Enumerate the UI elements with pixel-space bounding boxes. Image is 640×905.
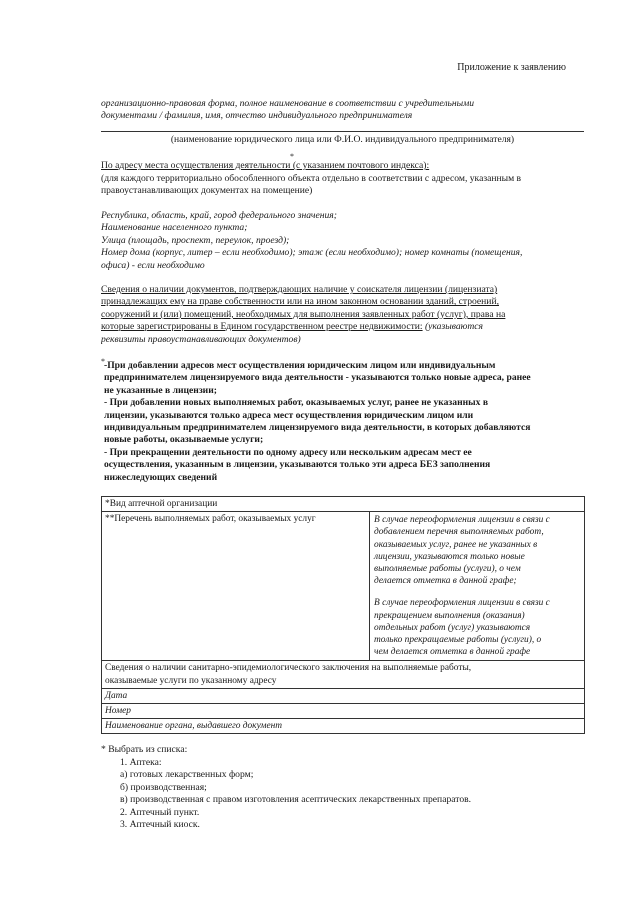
works-list-cell[interactable]: **Перечень выполняемых работ, оказываемых услуг — [102, 512, 370, 661]
address-note-line: правоустанавливающих документах на помещение) — [101, 185, 313, 197]
bold-note-line: индивидуальным предпринимателем лицензируемого вида деятельности, в которых добавляются — [104, 422, 531, 434]
table-row — [102, 512, 585, 661]
license-table — [101, 496, 585, 734]
sanitary-cell — [102, 661, 585, 688]
bold-note-line: нижеследующих сведений — [104, 471, 218, 483]
table-row — [102, 497, 585, 512]
list-item: а) готовых лекарственных форм; — [120, 769, 254, 781]
note-add-line: В случае переоформления лицензии в связи с — [374, 515, 550, 526]
org-instructions — [101, 98, 581, 123]
date-cell[interactable]: Дата — [102, 688, 585, 703]
address-fields — [101, 210, 584, 272]
footnote-list — [120, 757, 590, 831]
address-field: Номер дома (корпус, литер – если необходимо); этаж (если необходимо); номер комнаты (помещения, — [101, 247, 523, 259]
footnote-divider — [101, 733, 185, 734]
note-add-line: лицензии, указываются только новые — [374, 551, 525, 562]
bold-note-line: лицензии, указываются только адреса мест осуществления юридическим лицом или — [104, 409, 474, 421]
org-instructions-line: документами / фамилия, имя, отчество индивидуального предпринимателя — [101, 110, 413, 122]
bold-note-line: - При добавлении новых выполняемых работ, оказываемых услуг, ранее не указанных в — [104, 397, 488, 409]
bold-note-line: осуществления, указанным в лицензии, указываются только эти адреса БЕЗ заполнения — [104, 459, 491, 471]
documents-line: принадлежащих ему на праве собственности или на ином законном основании зданий, строений, — [101, 296, 499, 308]
note-stop-line: В случае переоформления лицензии в связи с — [374, 598, 550, 609]
documents-line-note: (указываются — [422, 321, 484, 333]
documents-line: Сведения о наличии документов, подтверждающих наличие у соискателя лицензии (лицензиата) — [101, 284, 498, 295]
list-item: б) производственная; — [120, 781, 207, 793]
number-cell[interactable]: Номер — [102, 704, 585, 719]
address-star: * — [290, 152, 294, 161]
note-add-line: оказываемых услуг, ранее не указанных в — [374, 539, 538, 550]
list-item: 1. Аптека: — [120, 757, 162, 768]
note-stop-line: отдельных работ (услуг) указываются — [374, 622, 531, 633]
table-row — [102, 704, 585, 719]
table-row — [102, 661, 585, 688]
appendix-label: Приложение к заявлению — [457, 62, 566, 73]
bold-note-line: новые работы, оказываемые услуги; — [104, 434, 264, 446]
bold-note-line: не указанные в лицензии; — [104, 384, 217, 396]
footnote-title: * Выбрать из списка: — [101, 744, 188, 755]
bold-note-line: предпринимателем лицензируемого вида деятельности - указываются только новые адреса, ранее — [104, 372, 531, 384]
org-caption: (наименование юридического лица или Ф.И.О. индивидуального предпринимателя) — [170, 134, 515, 145]
sanitary-line: оказываемые услуги по указанному адресу — [105, 675, 277, 686]
table-row — [102, 688, 585, 703]
address-title: По адресу места осуществления деятельности (с указанием почтового индекса): — [101, 160, 430, 171]
sanitary-line: Сведения о наличии санитарно-эпидемиологического заключения на выполняемые работы, — [105, 663, 472, 674]
documents-section — [101, 284, 584, 346]
note-stop-line: только прекращаемые работы (услуги), о — [374, 635, 542, 646]
table-row — [102, 719, 585, 734]
list-item: в) производственная с правом изготовления асептических лекарственных препаратов. — [120, 794, 472, 806]
note-add-line: делается отметка в данной графе; — [374, 576, 517, 587]
address-field: Наименование населенного пункта; — [101, 222, 248, 234]
pharmacy-type-cell[interactable]: *Вид аптечной организации — [102, 497, 585, 512]
address-field: офиса) - если необходимо — [101, 259, 205, 271]
bold-note-line: - При прекращении деятельности по одному адресу или нескольким адресам мест ее — [104, 446, 472, 458]
list-item: 3. Аптечный киоск. — [120, 819, 200, 831]
list-item: 2. Аптечный пункт. — [120, 806, 200, 818]
address-note — [101, 173, 584, 198]
note-add-line: добавлением перечня выполняемых работ, — [374, 527, 544, 538]
bold-note-line: -При добавлении адресов мест осуществления юридическим лицом или индивидуальным — [104, 360, 496, 371]
note-stop-line: чем делается отметка в данной графе — [374, 647, 531, 658]
works-note-cell — [370, 512, 585, 661]
note-stop-line: прекращением выполнения (оказания) — [374, 610, 525, 621]
address-field: Улица (площадь, проспект, переулок, проезд); — [101, 234, 290, 246]
address-note-line: (для каждого территориально обособленного объекта отдельно в соответствии с адресом, указанным в — [101, 173, 522, 184]
bold-notes — [104, 360, 584, 484]
address-field: Республика, область, край, город федерального значения; — [101, 210, 337, 221]
documents-tail: реквизиты правоустанавливающих документов) — [101, 333, 301, 345]
note-add-line: выполняемые работы (услуги), о чем — [374, 564, 521, 575]
documents-line-registry: которые зарегистрированы в Едином государственном реестре недвижимости: — [101, 321, 423, 333]
org-name-line — [101, 131, 584, 132]
org-instructions-line: организационно-правовая форма, полное наименование в соответствии с учредительными — [101, 98, 475, 109]
issuer-cell[interactable]: Наименование органа, выдавшего документ — [102, 719, 585, 734]
bold-notes-marker: * — [101, 357, 105, 366]
documents-line: сооружений и (или) помещений, необходимых для выполнения заявленных работ (услуг), права на — [101, 308, 506, 320]
